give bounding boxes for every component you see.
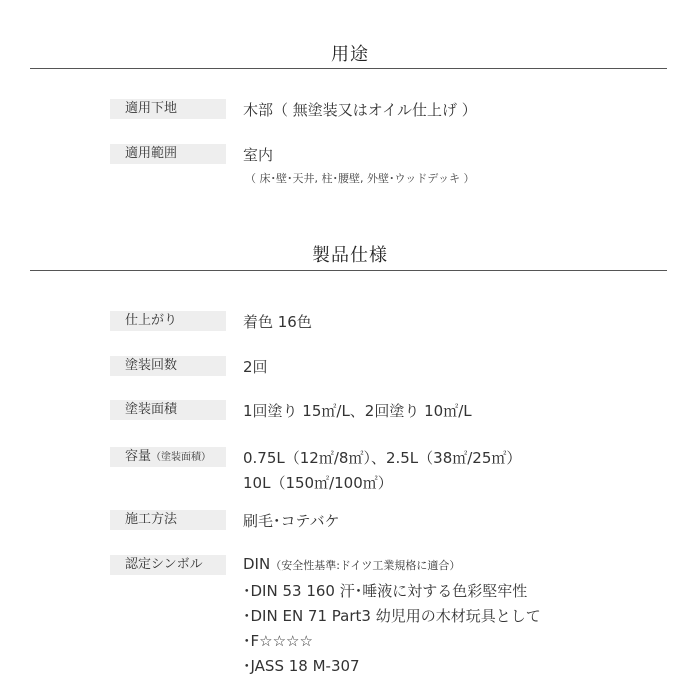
value-volume-line1: 0.75L（12㎡/8㎡）、2.5L（38㎡/25㎡） xyxy=(243,449,522,467)
section-title-usage: 用途 xyxy=(331,44,369,65)
label-volume-text: 容量 xyxy=(125,449,152,464)
label-volume xyxy=(110,447,226,467)
note-application-range: （ 床･壁･天井, 柱･腰壁, 外壁･ウッドデッキ ） xyxy=(245,172,475,185)
value-substrate: 木部（ 無塗装又はオイル仕上げ ） xyxy=(243,101,477,119)
label-coats: 塗装回数 xyxy=(110,356,226,376)
label-coverage: 塗装面積 xyxy=(110,400,226,420)
label-application-method: 施工方法 xyxy=(110,510,226,530)
section-title-specs: 製品仕様 xyxy=(312,245,388,266)
value-certification xyxy=(243,555,460,573)
value-coats: 2回 xyxy=(243,358,268,376)
value-application-method: 刷毛･コテバケ xyxy=(243,512,340,530)
value-coverage: 1回塗り 15㎡/L、2回塗り 10㎡/L xyxy=(243,402,472,420)
label-volume-note: （塗装面積） xyxy=(151,452,212,463)
label-certification: 認定シンボル xyxy=(110,555,226,575)
certification-item: ･DIN EN 71 Part3 幼児用の木材玩具として xyxy=(243,607,541,625)
value-certification-main: DIN xyxy=(243,555,271,573)
value-volume-line2: 10L（150㎡/100㎡） xyxy=(243,474,393,492)
label-application-range: 適用範囲 xyxy=(110,144,226,164)
certification-item: ･JASS 18 M-307 xyxy=(243,657,360,675)
label-finish: 仕上がり xyxy=(110,311,226,331)
value-finish: 着色 16色 xyxy=(243,313,312,331)
divider-specs xyxy=(30,270,667,271)
certification-item: ･F☆☆☆☆ xyxy=(243,632,313,650)
value-application-range: 室内 xyxy=(243,146,274,164)
divider-usage xyxy=(30,68,667,69)
label-substrate: 適用下地 xyxy=(110,99,226,119)
certification-item: ･DIN 53 160 汗･唾液に対する色彩堅牢性 xyxy=(243,582,528,600)
value-certification-note: （安全性基準:ドイツ工業規格に適合） xyxy=(270,559,461,572)
